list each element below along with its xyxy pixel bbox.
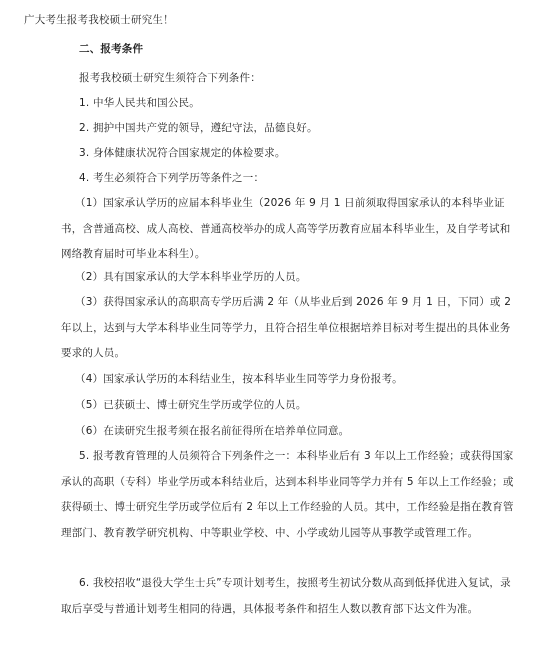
condition-3: 3. 身体健康状况符合国家规定的体检要求。 bbox=[79, 147, 286, 159]
sub-condition-6: （6）在读研究生报考须在报名前征得所在培养单位同意。 bbox=[75, 425, 350, 437]
sub-condition-5: （5）已获硕士、博士研究生学历或学位的人员。 bbox=[75, 399, 307, 411]
sub-condition-2: （2）具有国家承认的大学本科毕业学历的人员。 bbox=[75, 271, 307, 283]
sub-condition-3: （3）获得国家承认的高职高专学历后满 2 年（从毕业后到 2026 年 9 月 1 日，下同）或 2 年以上，达到与大学本科毕业生同等学力，且符合招生单位根据培养目标对考生提出的具体业务要求的人员。 bbox=[61, 296, 512, 359]
section-heading: 二、报考条件 bbox=[79, 43, 144, 55]
lead-text: 报考我校硕士研究生须符合下列条件： bbox=[79, 72, 261, 84]
condition-6: 6. 我校招收“退役大学生士兵”专项计划考生，按照考生初试分数从高到低择优进入复试，录取后享受与普通计划考生相同的待遇，具体报考条件和招生人数以教育部下达文件为准。 bbox=[61, 577, 511, 615]
condition-4: 4. 考生必须符合下列学历等条件之一： bbox=[79, 172, 265, 184]
sub-condition-4: （4）国家承认学历的本科结业生，按本科毕业生同等学力身份报考。 bbox=[75, 373, 403, 385]
condition-1: 1. 中华人民共和国公民。 bbox=[79, 97, 200, 109]
sub-condition-1: （1）国家承认学历的应届本科毕业生（2026 年 9 月 1 日前须取得国家承认的本科毕业证书，含普通高校、成人高校、普通高校举办的成人高等学历教育应届本科毕业生，及自学考试和网络教育届时可毕业本科生）。 bbox=[61, 197, 511, 260]
condition-5: 5. 报考教育管理的人员须符合下列条件之一：本科毕业后有 3 年以上工作经验；或获得国家承认的高职（专科）毕业学历或本科结业后，达到本科毕业同等学力并有 5 年以上工作经验；或获得硕士、博士研究生学历或学位后有 2 年以上工作经验的人员。其中，工作经验是指在教育管理部门、教育教学研究机构、中等职业学校、中、小学或幼儿园等从事教学或管理工作。 bbox=[61, 450, 514, 539]
intro-tail: 广大考生报考我校硕士研究生！ bbox=[24, 14, 174, 26]
condition-2: 2. 拥护中国共产党的领导，遵纪守法，品德良好。 bbox=[79, 122, 318, 134]
